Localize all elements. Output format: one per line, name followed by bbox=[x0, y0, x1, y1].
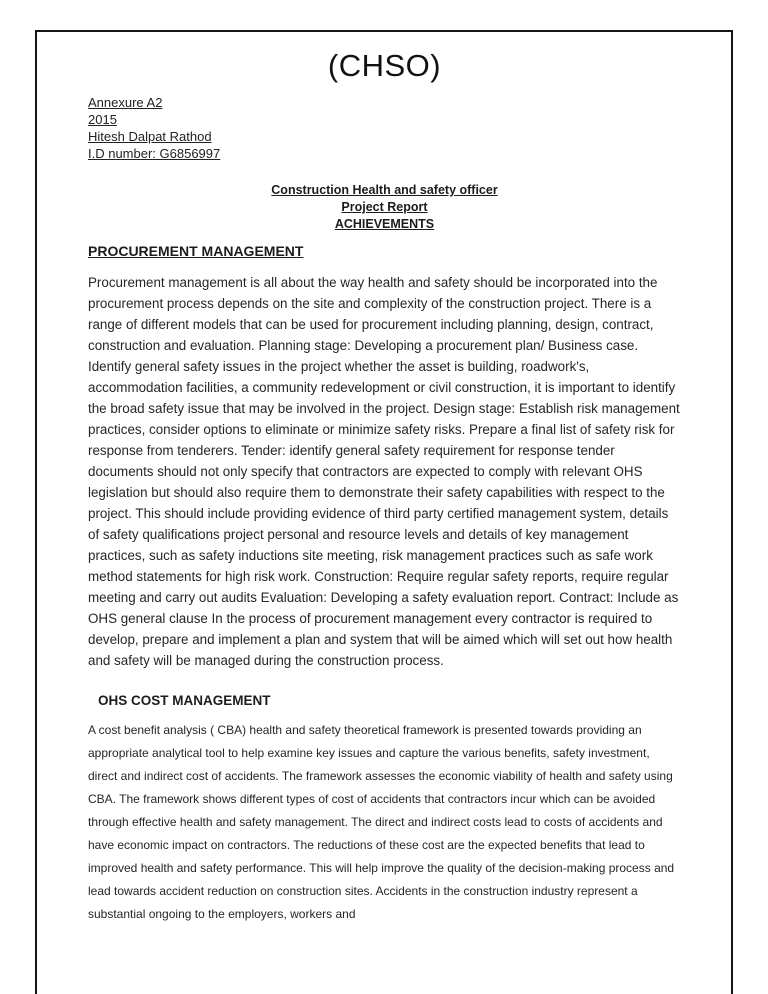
subtitle-block bbox=[88, 182, 681, 233]
heading-ohs-cost-management: OHS COST MANAGEMENT bbox=[98, 693, 271, 708]
ohs-cost-management-paragraph: A cost benefit analysis ( CBA) health and safety theoretical framework is presented towards providing an appropriate analytical tool to help examine key issues and capture the various benefits, safety investment, direct and indirect cost of accidents. The framework assesses the economic viability of health and safety using CBA. The framework shows different types of cost of accidents that contractors incur which can be avoided through effective health and safety management. The direct and indirect costs lead to costs of accidents and have economic impact on contractors. The reductions of these cost are the expected benefits that lead to improved health and safety performance. This will help improve the quality of the decision-making process and lead towards accident reduction on construction sites. Accidents in the construction industry represent a substantial ongoing to the employers, workers and bbox=[88, 723, 675, 921]
heading-procurement-management: PROCUREMENT MANAGEMENT bbox=[88, 243, 304, 259]
page-border-frame bbox=[35, 30, 733, 994]
meta-author-name: Hitesh Dalpat Rathod bbox=[88, 129, 212, 144]
subtitle-course-title: Construction Health and safety officer bbox=[271, 183, 498, 197]
meta-annexure: Annexure A2 bbox=[88, 95, 163, 110]
document-title: (CHSO) bbox=[327, 48, 442, 83]
meta-id-number: I.D number: G6856997 bbox=[88, 146, 221, 161]
subtitle-project-report: Project Report bbox=[341, 200, 428, 214]
procurement-management-paragraph: Procurement management is all about the way health and safety should be incorporated into the procurement process depends on the site and complexity of the construction project. There is a range of different models that can be used for procurement including planning, design, contract, construction and evaluation. Planning stage: Developing a procurement plan/ Business case. Identify general safety issues in the project whether the asset is building, roadwork's, accommodation facilities, a community redevelopment or civil construction, it is important to identify the broad safety issue that may be involved in the project. Design stage: Establish risk management practices, consider options to eliminate or minimize safety risks. Prepare a final list of safety risk for response from tenderers. Tender: identify general safety requirement for response tender documents should not only specify that contractors are expected to comply with relevant OHS legislation but should also require them to demonstrate their safety capabilities with respect to the project. This should include providing evidence of third party certified management system, details of safety qualifications project personal and resource levels and details of key management practices, such as safety inductions site meeting, risk management practices such as safe work method statements for high risk work. Construction: Require regular safety reports, require regular meeting and carry out audits Evaluation: Developing a safety evaluation report. Contract: Include as OHS general clause In the process of procurement management every contractor is required to develop, prepare and implement a plan and system that will be aimed which will set out how health and safety will be managed during the construction process. bbox=[88, 275, 680, 668]
document-content bbox=[37, 32, 731, 926]
meta-year: 2015 bbox=[88, 112, 117, 127]
meta-block bbox=[88, 94, 681, 162]
subtitle-achievements: ACHIEVEMENTS bbox=[334, 217, 435, 231]
